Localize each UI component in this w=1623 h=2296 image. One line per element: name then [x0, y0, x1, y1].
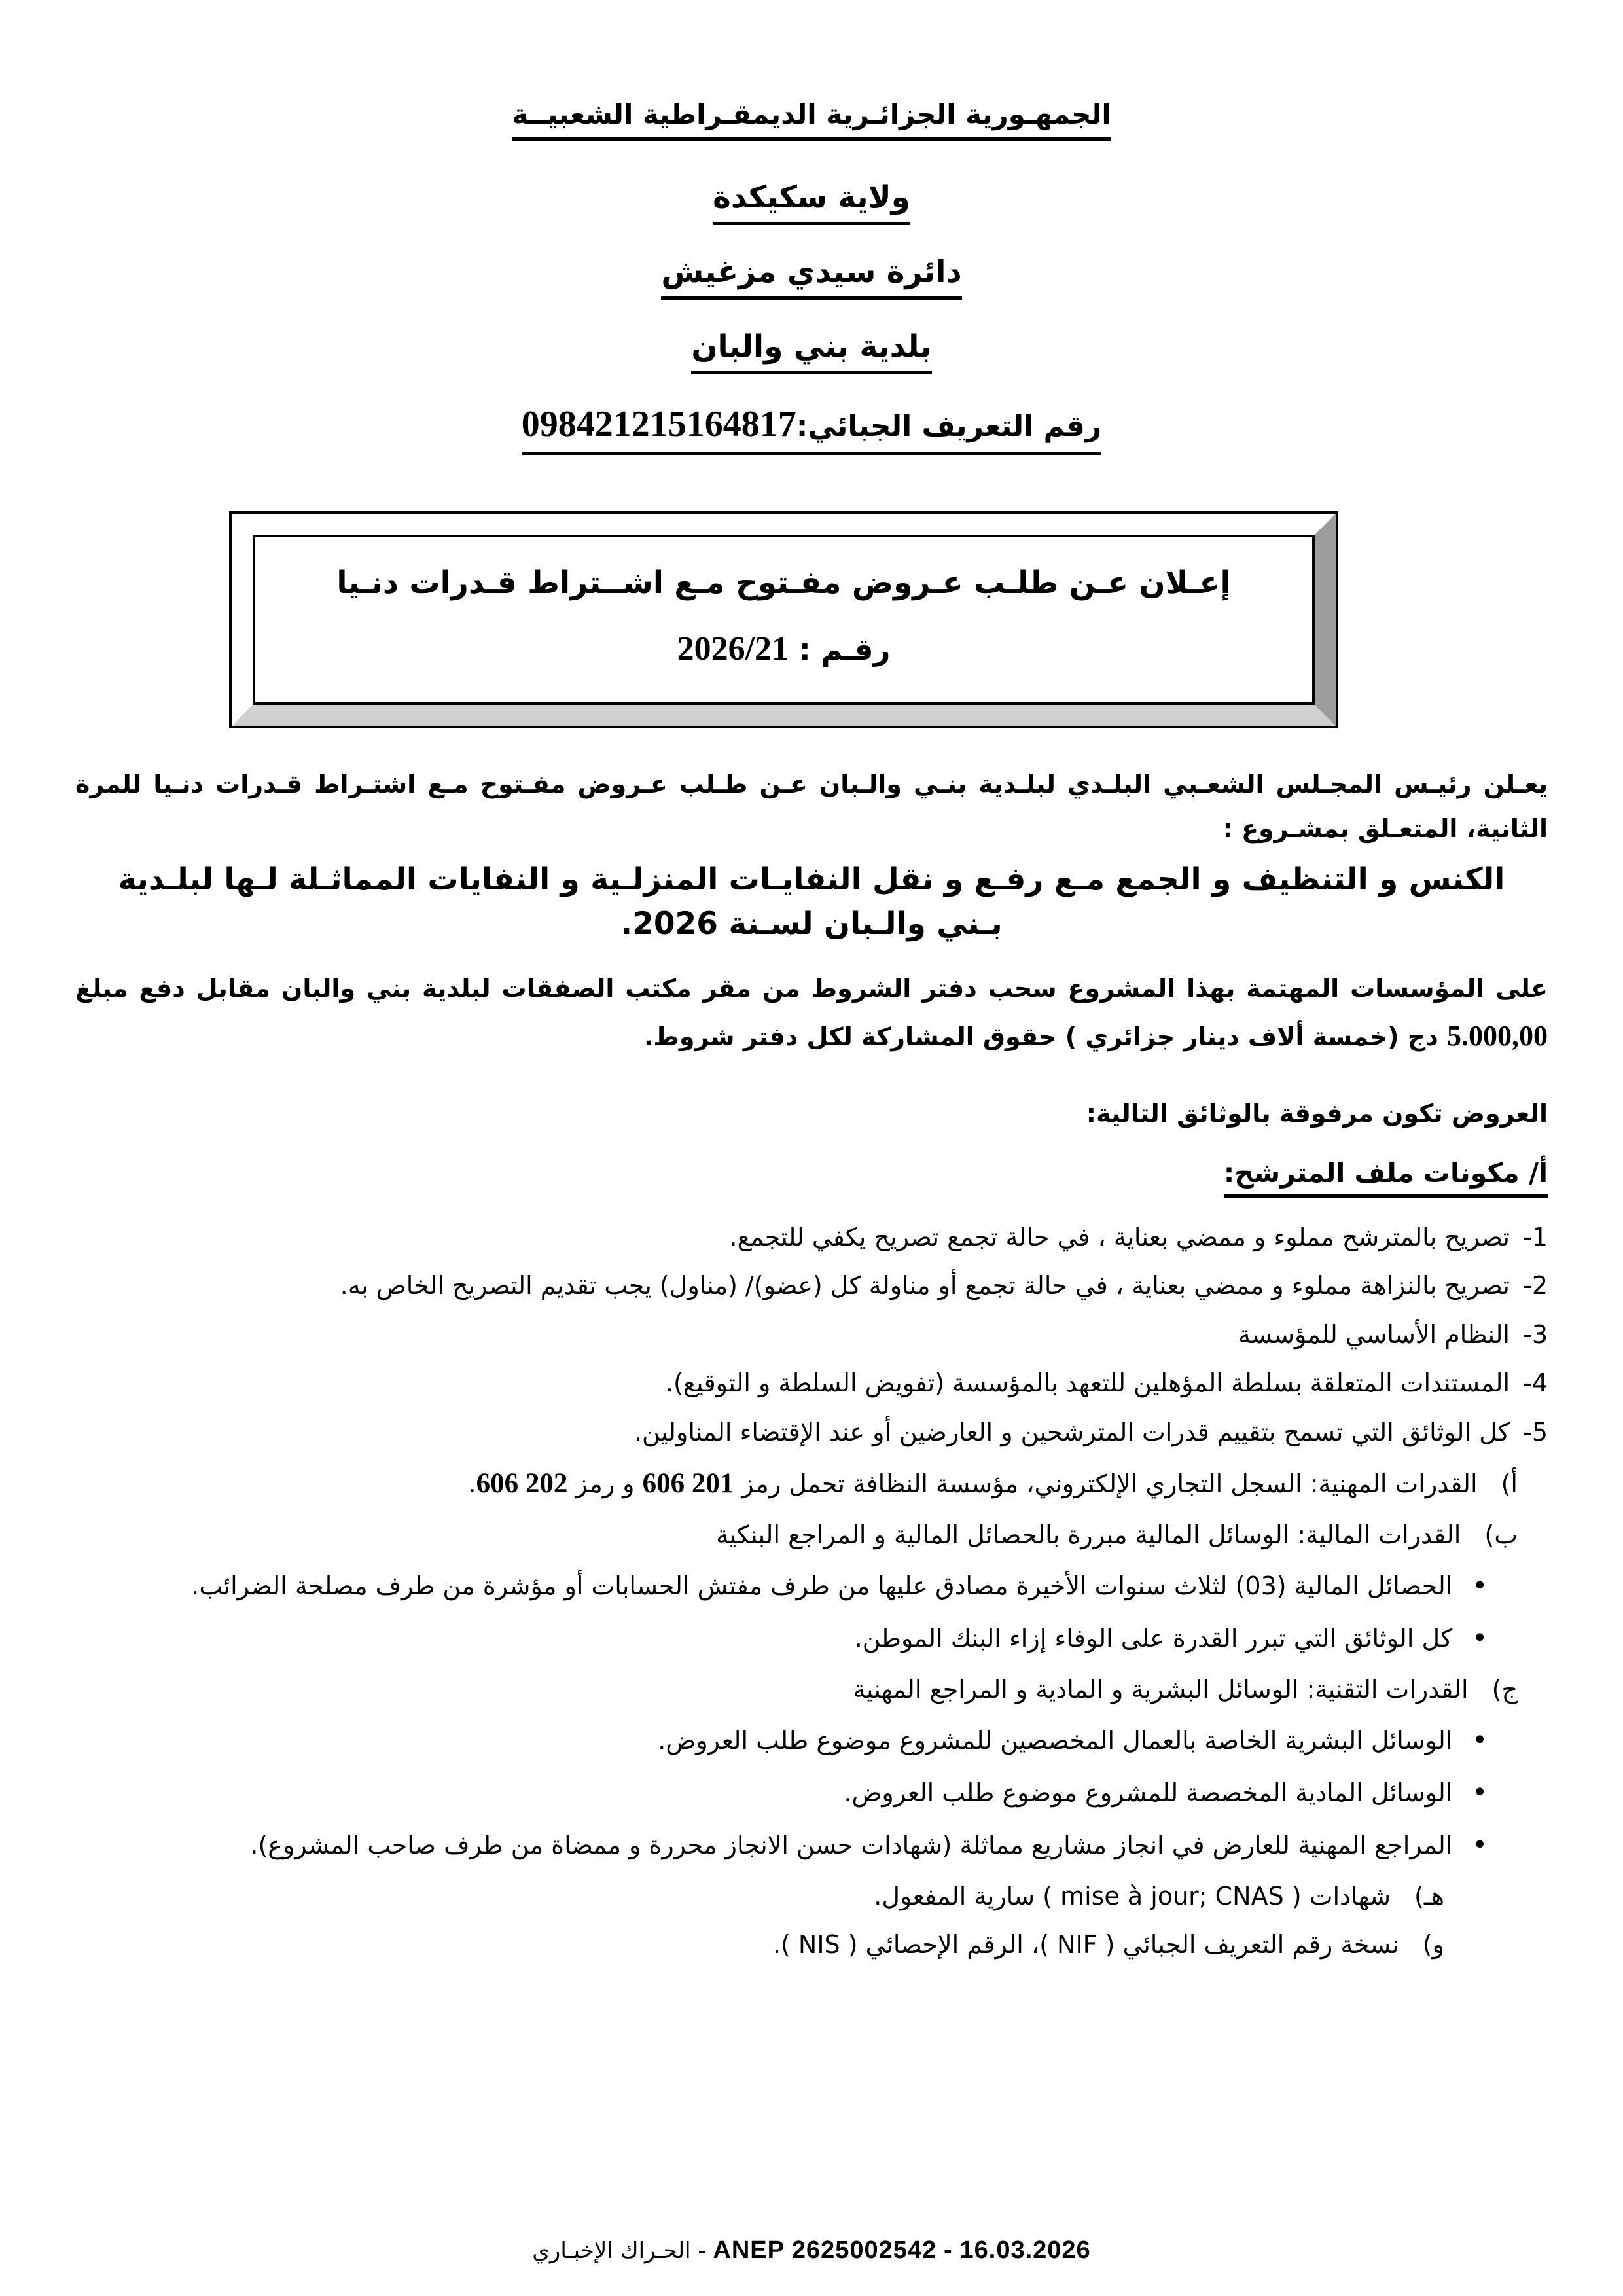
bullet-icon: •: [1472, 1829, 1488, 1860]
fees-text-after: دج (خمسة ألاف دينار جزائري ) حقوق المشاركة لكل دفتر شروط.: [643, 1022, 1447, 1052]
wilaya-line: [75, 179, 1548, 225]
register-code-2: 606 202: [476, 1467, 568, 1499]
tax-id-line: [75, 403, 1548, 455]
bullet-text: كل الوثائق التي تبرر القدرة على الوفاء إزاء البنك الموطن.: [854, 1624, 1453, 1653]
sub-item-label: و): [1422, 1929, 1444, 1959]
item-number: 2-: [1523, 1271, 1548, 1300]
financial-capacities-text: القدرات المالية: الوسائل المالية مبررة بالحصائل المالية و المراجع البنكية: [716, 1520, 1461, 1549]
footer-separator-1: -: [698, 2238, 706, 2264]
technical-bullet-1: [75, 1718, 1548, 1763]
technical-capacities-line: [75, 1668, 1548, 1711]
republic-title: الجمهـورية الجزائـرية الديمقـراطية الشعبيــة: [512, 98, 1111, 141]
candidate-file-item-1: [75, 1216, 1548, 1259]
notice-number-value: 2026/21: [677, 630, 789, 668]
footer: [0, 2236, 1623, 2265]
footer-outlet: الحـراك الإخبـاري: [532, 2238, 691, 2264]
item-number: 1-: [1523, 1223, 1548, 1252]
candidate-file-heading: [75, 1157, 1548, 1198]
notice-number-label: رقـم :: [798, 632, 891, 667]
item-text: تصريح بالمترشح مملوء و ممضي بعناية ، في حالة تجمع تصريح يكفي للتجمع.: [729, 1223, 1510, 1252]
bullet-icon: •: [1472, 1777, 1488, 1808]
footer-separator-2: -: [944, 2236, 953, 2264]
item-text: النظام الأساسي للمؤسسة: [1238, 1319, 1510, 1349]
technical-bullet-2: [75, 1770, 1548, 1816]
participation-fee-amount: 5.000,00: [1447, 1020, 1548, 1052]
nif-nis-line: [75, 1924, 1548, 1966]
project-title-line2: بـني والـبان لسـنة 2026.: [620, 906, 1003, 942]
bullet-text: الحصائل المالية (03) لثلاث سنوات الأخيرة مصادق عليها من طرف مفتش الحسابات أو مؤشرة من طرف مصلحة الضرائب.: [191, 1571, 1453, 1601]
cnas-certificates-line: [75, 1875, 1548, 1918]
financial-capacities-line: [75, 1514, 1548, 1556]
cnas-certificates-text: شهادات ( mise à jour; CNAS ) سارية المفعول.: [874, 1881, 1391, 1910]
technical-capacities-text: القدرات التقنية: الوسائل البشرية و المادية و المراجع المهنية: [853, 1674, 1469, 1704]
tax-id-underline: [522, 403, 1101, 455]
item-text: تصريح بالنزاهة مملوء و ممضي بعناية ، في حالة تجمع أو مناولة كل (عضو)/ (مناول) يجب تقديم التصريح الخاص به.: [340, 1271, 1510, 1300]
republic-line: [75, 98, 1548, 141]
professional-capacities-end: .: [468, 1469, 476, 1498]
documents-intro: العروض تكون مرفوقة بالوثائق التالية:: [1086, 1099, 1548, 1128]
commune-title: بلدية بني والبان: [691, 329, 931, 374]
notice-number-line: [268, 630, 1299, 668]
financial-bullet-1: [75, 1564, 1548, 1609]
project-title: [75, 857, 1548, 946]
financial-bullet-2: [75, 1616, 1548, 1661]
item-number: 5-: [1523, 1417, 1548, 1446]
sub-item-label: هـ): [1414, 1881, 1444, 1910]
bullet-icon: •: [1472, 1623, 1488, 1653]
candidate-file-item-2: [75, 1265, 1548, 1307]
item-text: كل الوثائق التي تسمح بتقييم قدرات المترشحين و العارضين أو عند الإقتضاء المناولين.: [633, 1417, 1510, 1446]
register-code-1: 606 201: [642, 1467, 734, 1499]
sub-item-label: أ): [1501, 1469, 1518, 1498]
fees-paragraph: [75, 967, 1548, 1062]
bullet-text: الوسائل المادية المخصصة للمشروع موضوع طلب العروض.: [844, 1778, 1453, 1807]
daira-title: دائرة سيدي مزغيش: [661, 254, 961, 300]
item-text: المستندات المتعلقة بسلطة المؤهلين للتعهد بالمؤسسة (تفويض السلطة و التوقيع).: [665, 1369, 1510, 1398]
fees-text-before: على المؤسسات المهتمة بهذا المشروع سحب دفتر الشروط من مقر مكتب الصفقات لبلدية بني والبان مقابل دفع مبلغ: [75, 973, 1548, 1003]
sub-item-label: ب): [1484, 1520, 1518, 1549]
candidate-file-item-5: [75, 1411, 1548, 1454]
project-title-line1: الكنس و التنظيف و الجمع مـع رفـع و نقل النفايـات المنزلـية و النفايات المماثـلة لـها لبلـدية: [118, 861, 1505, 898]
bullet-text: المراجع المهنية للعارض في انجاز مشاريع مماثلة (شهادات حسن الانجاز محررة و ممضاة من طرف صاحب المشروع).: [250, 1830, 1453, 1859]
bullet-icon: •: [1472, 1571, 1488, 1602]
notice-frame-inner: [253, 535, 1315, 705]
item-number: 3-: [1523, 1319, 1548, 1349]
footer-date: 16.03.2026: [959, 2236, 1091, 2264]
candidate-file-heading-text: أ/ مكونات ملف المترشح:: [1224, 1157, 1548, 1198]
notice-title: إعـلان عـن طلـب عـروض مفـتوح مـع اشــتراط قـدرات دنـيا: [336, 565, 1231, 601]
daira-line: [75, 254, 1548, 300]
notice-frame: [229, 511, 1338, 728]
intro-paragraph: يعـلن رئيـس المجـلس الشعـبي البلـدي لبلـدية بنـي والـبان عـن طـلب عـروض مفـتوح مـع اشتـراط قـدرات دنـيا للمرة الثانية، المتعـلق بمشـروع :: [75, 770, 1548, 843]
item-number: 4-: [1523, 1369, 1548, 1398]
tax-id-label: رقم التعريف الجبائي:: [796, 410, 1102, 443]
document-header: [75, 98, 1548, 455]
bullet-text: الوسائل البشرية الخاصة بالعمال المخصصين للمشروع موضوع طلب العروض.: [658, 1726, 1453, 1755]
tax-id-value: 098421215164817: [521, 404, 796, 444]
candidate-file-item-3: [75, 1314, 1548, 1356]
notice-frame-bevel: [232, 514, 1336, 726]
nif-nis-text: نسخة رقم التعريف الجبائي ( NIF )، الرقم الإحصائي ( NIS ).: [772, 1929, 1399, 1959]
candidate-file-item-4: [75, 1362, 1548, 1405]
professional-capacities-between: و رمز: [567, 1469, 643, 1498]
professional-capacities-text: القدرات المهنية: السجل التجاري الإلكتروني، مؤسسة النظافة تحمل رمز: [734, 1469, 1478, 1498]
commune-line: [75, 329, 1548, 374]
technical-bullet-3: [75, 1823, 1548, 1868]
professional-capacities-line: [75, 1460, 1548, 1508]
wilaya-title: ولاية سكيكدة: [713, 179, 910, 225]
sub-item-label: ج): [1491, 1674, 1518, 1704]
bullet-icon: •: [1472, 1725, 1488, 1756]
footer-anep-ref: ANEP 2625002542: [713, 2236, 937, 2264]
